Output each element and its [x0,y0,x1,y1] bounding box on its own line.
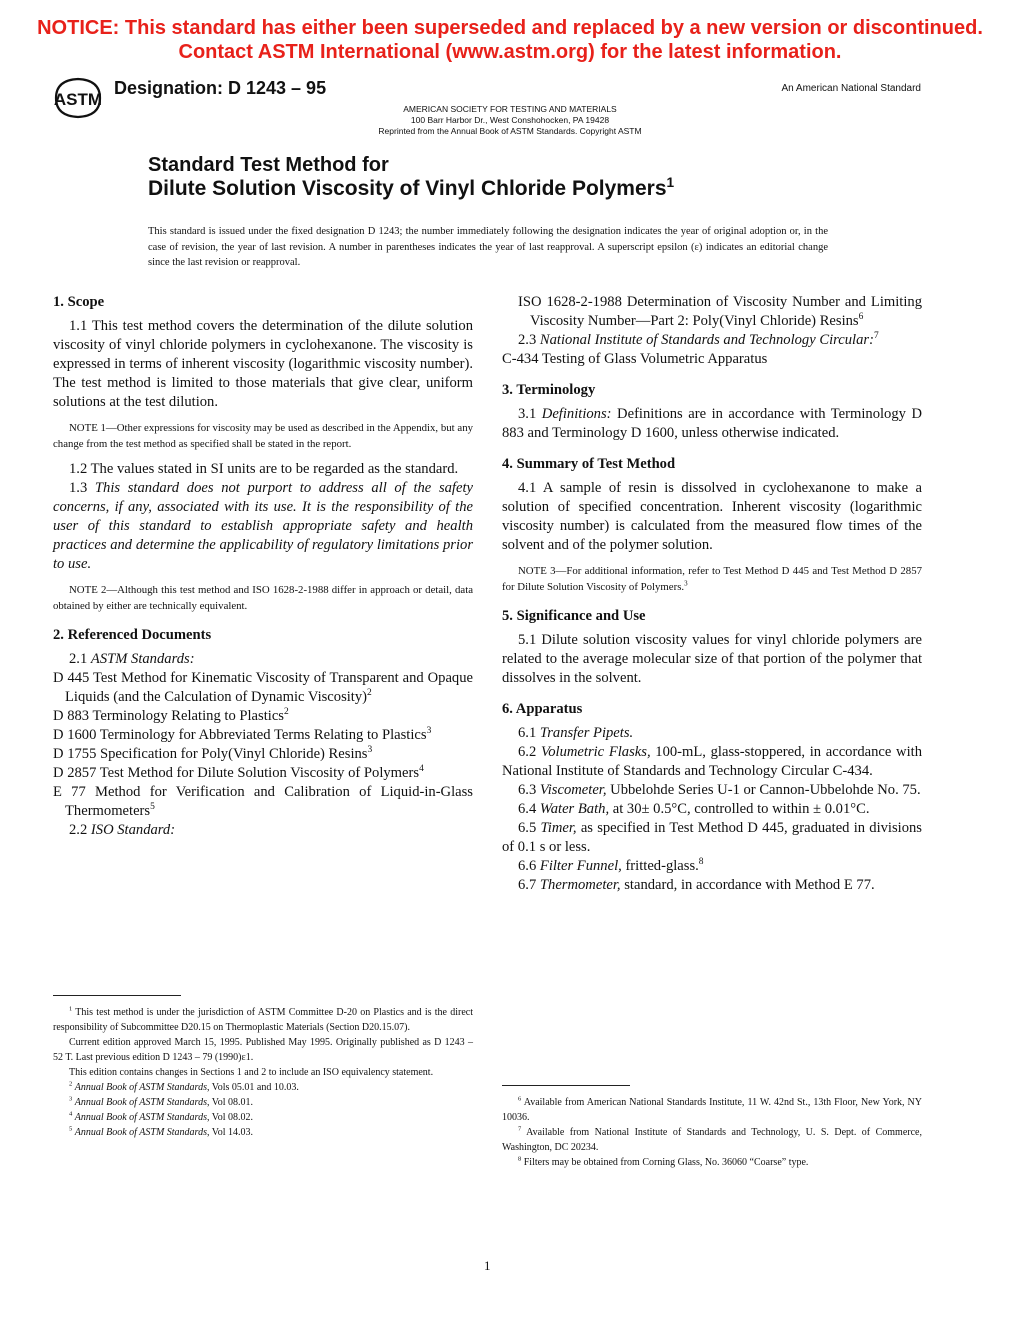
footnote-rule-right [502,1085,630,1086]
reference-item: D 1600 Terminology for Abbreviated Terms Relating to Plastics$^3$ [53,726,432,743]
section-1-heading: 1. Scope [53,294,105,310]
society-address: 100 Barr Harbor Dr., West Conshohocken, PA 19428 [410,115,610,125]
section-4-heading: 4. Summary of Test Method [502,456,676,472]
reprint-note: Reprinted from the Annual Book of ASTM Standards. Copyright ASTM [378,126,642,136]
note-2: NOTE 2—Although this test method and ISO 1628-2-1988 differ in approach or detail, data obtained by either are technically equivalent. [53,584,473,612]
note-1: NOTE 1—Other expressions for viscosity may be used as described in the Appendix, but any change from the test method as specified shall be stated in the report. [53,422,473,450]
para-6-1: 6.1 Transfer Pipets. [518,725,634,741]
left-column [53,293,473,840]
para-6-3: 6.3 Viscometer, Ubbelohde Series U-1 or Cannon-Ubbelohde No. 75. [518,782,921,798]
astm-logo [52,76,104,120]
footnote: $^7$ Available from National Institute of Standards and Technology, U. S. Dept. of Commerce, Washington, DC 20234. [502,1125,922,1153]
footnote: $^3$ Annual Book of ASTM Standards, Vol 08.01. [69,1095,254,1108]
right-column [502,293,922,895]
footnote-rule-left [53,995,181,996]
society-block [250,104,770,137]
society-name: AMERICAN SOCIETY FOR TESTING AND MATERIALS [403,104,617,114]
notice-line-1: NOTICE: This standard has either been superseded and replaced by a new version or discontinued. [37,17,983,39]
section-6-heading: 6. Apparatus [502,701,583,717]
section-5-heading: 5. Significance and Use [502,608,646,624]
reference-item: D 445 Test Method for Kinematic Viscosity of Transparent and Opaque Liquids (and the Calculation of Dynamic Viscosity)$^2$ [53,670,473,705]
title-footnote-mark: 1 [666,175,675,190]
footnote: $^1$ This test method is under the jurisdiction of ASTM Committee D-20 on Plastics and is the direct responsibility of Subcommittee D20.15 on Thermoplastic Materials (Section D20.15.07). [53,1005,473,1033]
reference-item: D 883 Terminology Relating to Plastics$^2$ [53,707,289,724]
para-2-1: 2.1 ASTM Standards: [69,651,195,667]
section-2-heading: 2. Referenced Documents [53,627,212,643]
para-6-4: 6.4 Water Bath, at 30± 0.5°C, controlled to within ± 0.01°C. [518,801,870,817]
footnote: $^4$ Annual Book of ASTM Standards, Vol 08.02. [69,1110,254,1123]
para-5-1: 5.1 Dilute solution viscosity values for vinyl chloride polymers are related to the average molecular size of that portion of the polymer that dissolves in the solvent. [502,632,922,686]
para-1-2: 1.2 The values stated in SI units are to be regarded as the standard. [69,461,459,477]
right-footnotes [502,1095,922,1170]
para-6-6: 6.6 Filter Funnel, fritted-glass.$^8$ [518,857,704,874]
para-3-1: 3.1 Definitions: Definitions are in accordance with Terminology D 883 and Terminology D 1600, unless otherwise indicated. [502,406,923,441]
title-line-2: Dilute Solution Viscosity of Vinyl Chloride Polymers$^1$ [148,175,675,200]
notice-line-2: Contact ASTM International (www.astm.org) for the latest information. [178,41,842,63]
reference-item: D 1755 Specification for Poly(Vinyl Chloride) Resins$^3$ [53,745,373,762]
designation: Designation: D 1243 – 95 [114,78,327,98]
reference-item: D 2857 Test Method for Dilute Solution Viscosity of Polymers$^4$ [53,764,424,781]
astm-reference-list [53,669,473,821]
iso-reference: ISO 1628-2-1988 Determination of Viscosity Number and Limiting Viscosity Number—Part 2: Poly(Vinyl Chloride) Resins$^6$ [518,294,922,329]
para-1-1: 1.1 This test method covers the determination of the dilute solution viscosity of vinyl chloride polymers in cyclohexanone. The viscosity is expressed in terms of inherent viscosity (logarithmic viscosity number). The test method is limited to those materials that give clear, uniform solutions at the test dilution. [53,318,473,410]
para-6-7: 6.7 Thermometer, standard, in accordance with Method E 77. [518,877,875,893]
para-2-3: 2.3 National Institute of Standards and Technology Circular:$^7$ [518,331,879,348]
note-3: NOTE 3—For additional information, refer to Test Method D 445 and Test Method D 2857 for Dilute Solution Viscosity of Polymers.$^3$ [502,565,922,593]
para-6-5: 6.5 Timer, as specified in Test Method D 445, graduated in divisions of 0.1 s or less. [502,820,922,855]
footnote: $^6$ Available from American National Standards Institute, 11 W. 42nd St., 13th Floor, New York, NY 10036. [502,1095,923,1123]
footnote: $^8$ Filters may be obtained from Corning Glass, No. 36060 “Coarse” type. [518,1155,809,1168]
para-6-2: 6.2 Volumetric Flasks, 100-mL, glass-stoppered, in accordance with National Institute of Standards and Technology Circular C-434. [502,744,922,779]
para-4-1: 4.1 A sample of resin is dissolved in cyclohexanone to make a solution of specified concentration. Inherent viscosity (logarithmic viscosity number) is calculated from the measured flow times of the solvent and of the polymer solution. [502,480,922,553]
para-2-2: 2.2 ISO Standard: [69,822,176,838]
footnote: $^5$ Annual Book of ASTM Standards, Vol 14.03. [69,1125,254,1138]
footnote: This edition contains changes in Sections 1 and 2 to include an ISO equivalency statement. [69,1067,434,1078]
title-line-1: Standard Test Method for [148,154,389,176]
section-3-heading: 3. Terminology [502,382,596,398]
logo-text: ASTM [53,90,103,109]
footnote: Current edition approved March 15, 1995. Published May 1995. Originally published as D 1243 – 52 T. Last previous edition D 1243 – 79 (1990)ε1. [53,1037,473,1063]
para-1-3: 1.3 This standard does not purport to address all of the safety concerns, if any, associated with its use. It is the responsibility of the user of this standard to establish appropriate safety and health practices and determine the applicability of regulatory limitations prior to use. [53,480,473,572]
national-standard-label: An American National Standard [781,83,921,94]
left-footnotes [53,1005,473,1140]
page-number: 1 [484,1258,491,1273]
issuance-statement: This standard is issued under the fixed designation D 1243; the number immediately following the designation indicates the year of original adoption or, in the case of revision, the year of last revision. A number in parentheses indicates the year of last reapproval. A superscript epsilon (ε) indicates an editorial change since the last revision or reapproval. [148,226,828,268]
c434-reference: C-434 Testing of Glass Volumetric Apparatus [502,351,768,367]
footnote: $^2$ Annual Book of ASTM Standards, Vols 05.01 and 10.03. [69,1080,299,1093]
reference-item: E 77 Method for Verification and Calibration of Liquid-in-Glass Thermometers$^5$ [53,784,473,819]
